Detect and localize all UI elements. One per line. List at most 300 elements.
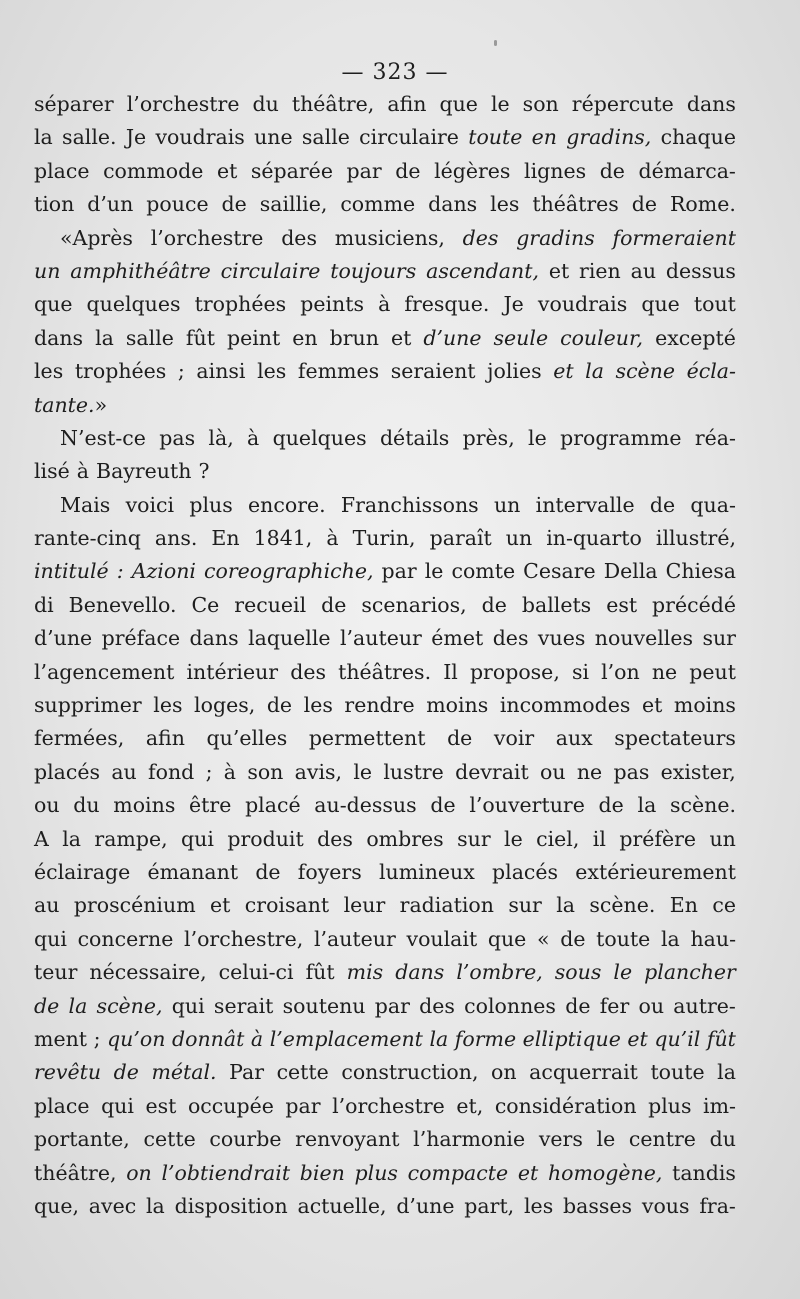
word: la (717, 1060, 736, 1085)
word: rampe, (94, 826, 168, 851)
page-number: — 323 — (341, 60, 449, 85)
word: brun (329, 325, 379, 350)
word: recueil (234, 592, 307, 617)
word: encore. (248, 492, 326, 517)
word: tandis (672, 1160, 736, 1185)
word: salle (125, 325, 174, 350)
text-line (34, 589, 736, 622)
word: au-dessus (314, 793, 417, 818)
word: ainsi (196, 359, 246, 384)
word: à (76, 459, 89, 484)
word: que (641, 292, 680, 317)
italic-word: la (68, 993, 88, 1018)
word: considération (494, 1093, 637, 1118)
word: paraît (429, 526, 492, 551)
word: dessus (665, 258, 736, 283)
word: l’harmonie (413, 1127, 526, 1152)
word: éclairage (34, 859, 131, 884)
word: un (493, 492, 521, 517)
word: ballets (521, 592, 592, 617)
text-line (34, 889, 736, 922)
text-line (34, 88, 736, 121)
word: que, (34, 1193, 79, 1218)
word: ou (540, 759, 566, 784)
word: que (487, 926, 527, 951)
italic-word: ascendant, (426, 258, 539, 283)
italic-word: dans (395, 960, 445, 985)
word: répercute (571, 92, 674, 116)
word: exister, (660, 759, 736, 784)
word: placés (492, 859, 559, 884)
word: ; (205, 759, 213, 784)
word: incommodes (499, 693, 631, 718)
word: croisant (244, 893, 330, 918)
word: de (430, 793, 456, 818)
word: l’auteur (313, 926, 396, 951)
italic-word: formeraient (612, 225, 736, 250)
word: Bayreuth (96, 459, 192, 484)
word: l’orchestre (332, 1093, 445, 1118)
word: En (669, 893, 698, 918)
word: un (709, 826, 736, 851)
word: l’on (601, 659, 640, 684)
word: des (281, 225, 317, 250)
word: ; (177, 359, 185, 384)
word: excepté (655, 325, 736, 350)
word: actuelle, (297, 1193, 387, 1218)
word: soutenu (282, 993, 366, 1018)
word: ou (34, 793, 60, 818)
word: En (211, 526, 240, 551)
italic-word: la (585, 359, 604, 384)
italic-word: forme (454, 1026, 517, 1051)
text-line (34, 489, 736, 522)
word: émanant (147, 859, 239, 884)
word: produit (227, 826, 304, 851)
word: l’orchestre, (184, 926, 304, 951)
word: le (424, 559, 444, 584)
word: trophées (74, 359, 167, 384)
word: en (292, 325, 318, 350)
word: di (34, 592, 54, 617)
word: la (62, 826, 81, 851)
word: du (73, 793, 100, 818)
word: au (630, 258, 657, 283)
word: l’orchestre (150, 225, 264, 250)
word: jolies (487, 359, 542, 384)
italic-word: amphithéâtre (70, 258, 211, 283)
word: construction, (341, 1060, 479, 1085)
word: son (247, 759, 284, 784)
italic-word: scène (615, 359, 676, 384)
word: et (641, 693, 663, 718)
word: quelques (272, 425, 367, 450)
word: femmes (297, 359, 380, 384)
word: du (252, 92, 279, 116)
word: serait (213, 993, 274, 1018)
word: par (374, 993, 410, 1018)
text-line (34, 155, 736, 188)
word: détails (379, 425, 450, 450)
text-line (34, 756, 736, 789)
italic-word: le (613, 960, 633, 985)
italic-word: scène, (96, 993, 163, 1018)
word: nécessaire, (89, 960, 207, 985)
word: propose, (469, 659, 560, 684)
word: ce (712, 893, 736, 918)
italic-word: sous (554, 960, 602, 985)
word: qu’elles (206, 726, 288, 751)
word: voudrais (537, 292, 628, 317)
word: le (490, 92, 510, 116)
word: précédé (652, 592, 736, 617)
word: Chiesa (665, 559, 736, 584)
word: colonnes (464, 993, 556, 1018)
word: 1841, (253, 526, 313, 551)
text-line (34, 322, 736, 355)
text-line (34, 1023, 736, 1056)
word: préfère (619, 826, 697, 851)
word: courbe (209, 1127, 282, 1152)
word: si (571, 659, 590, 684)
italic-word: : (116, 559, 124, 584)
word: renvoyant (295, 1127, 400, 1152)
word: Par (229, 1060, 265, 1085)
word: scène. (589, 893, 656, 918)
word: pouce (146, 192, 209, 217)
italic-word: mis (346, 960, 384, 985)
text-line (34, 1090, 736, 1123)
italic-word: toujours (330, 258, 417, 283)
word: un (505, 526, 533, 551)
text-line (34, 288, 736, 321)
word: fond (148, 759, 195, 784)
word: foyers (297, 859, 362, 884)
text-line (34, 923, 736, 956)
word: l’agencement (34, 659, 175, 684)
word: laquelle (248, 626, 331, 651)
word: Cesare (523, 559, 596, 584)
word: la (95, 325, 114, 350)
word: peints (300, 292, 364, 317)
word: musiciens, (334, 225, 445, 250)
italic-word: couleur, (560, 325, 644, 350)
word: Je (503, 292, 524, 317)
word: le (504, 826, 523, 851)
word: peint (226, 325, 281, 350)
word: les (34, 359, 64, 384)
text-line (34, 389, 736, 422)
word: dans (34, 325, 84, 350)
word: qui (101, 1093, 134, 1118)
word: qui (181, 826, 214, 851)
word: la (34, 125, 53, 150)
word: le (528, 425, 547, 450)
italic-word: la (429, 1026, 449, 1051)
word: la (637, 793, 657, 818)
word: fermées, (34, 726, 125, 751)
word: théâtre, (291, 92, 375, 116)
word: par (285, 1093, 321, 1118)
word: il (592, 826, 606, 851)
word: centre (628, 1127, 696, 1152)
word: au (34, 893, 60, 918)
italic-word: et (517, 1160, 539, 1185)
text-line (34, 555, 736, 588)
word: dans (189, 626, 239, 651)
italic-word: métal. (151, 1060, 217, 1085)
word: légères (434, 158, 511, 183)
word: comte (451, 559, 516, 584)
word: proscénium (73, 893, 196, 918)
word: qui (171, 993, 205, 1018)
word: préface (101, 626, 181, 651)
book-page (34, 58, 736, 1223)
word: » (94, 392, 108, 417)
word: et (210, 893, 231, 918)
word: de (649, 492, 676, 517)
word: hau- (690, 926, 736, 951)
word: ciel, (536, 826, 580, 851)
word: les (303, 693, 333, 718)
italic-word: compacte (407, 1160, 509, 1185)
word: de (631, 192, 658, 217)
word: à (378, 292, 391, 317)
word: ombres (366, 826, 444, 851)
word: ne (651, 659, 678, 684)
word: d’un (87, 192, 134, 217)
word: de (447, 726, 473, 751)
italic-word: Azioni (131, 559, 196, 584)
italic-word: donnât (172, 1026, 245, 1051)
word: ment (34, 1026, 88, 1051)
word: Rome. (669, 192, 736, 217)
text-line (34, 355, 736, 388)
word: sur (702, 626, 736, 651)
word: scène. (670, 793, 736, 818)
word: tout (693, 292, 736, 317)
word: cette (143, 1127, 196, 1152)
text-line (34, 255, 736, 288)
word: nouvelles (594, 626, 694, 651)
print-speck (494, 40, 497, 46)
word: part, (464, 1193, 515, 1218)
text-line (34, 121, 736, 154)
word: basses (563, 1193, 633, 1218)
word: in-quarto (546, 526, 642, 551)
word: réa- (694, 425, 736, 450)
italic-word: intitulé (34, 559, 109, 584)
word: pas (159, 425, 196, 450)
word: de (598, 793, 624, 818)
italic-word: tante. (34, 392, 95, 417)
word: radiation (399, 893, 494, 918)
italic-word: et (627, 1026, 648, 1051)
word: fût (305, 960, 335, 985)
word: intervalle (535, 492, 635, 517)
word: moins (426, 693, 489, 718)
word: séparer (34, 92, 114, 116)
word: des (317, 826, 353, 851)
page-text (34, 88, 736, 1223)
word: dans (686, 92, 736, 116)
word: les (490, 192, 520, 217)
word: de (565, 993, 591, 1018)
word: l’ouverture (469, 793, 585, 818)
word: devrait (455, 759, 529, 784)
word: est (606, 592, 638, 617)
word: rendre (344, 693, 415, 718)
word: démarca- (638, 158, 736, 183)
word: que (439, 92, 478, 116)
text-line (34, 455, 736, 488)
text-line (34, 222, 736, 255)
word: spectateurs (614, 726, 736, 751)
word: pas (613, 759, 650, 784)
word: concerne (77, 926, 174, 951)
italic-word: on (126, 1160, 152, 1185)
word: occupée (187, 1093, 274, 1118)
word: plus (189, 492, 233, 517)
word: est (145, 1093, 177, 1118)
word: ans. (154, 526, 198, 551)
italic-word: de (113, 1060, 139, 1085)
word: de (481, 592, 507, 617)
word: im- (703, 1093, 736, 1118)
word: par (381, 559, 417, 584)
word: moins (673, 693, 736, 718)
text-line (34, 656, 736, 689)
word: trophées (194, 292, 287, 317)
text-line (34, 689, 736, 722)
word: voudrais (155, 125, 245, 150)
word: lumineux (378, 859, 475, 884)
word: vues (537, 626, 586, 651)
word: place (34, 158, 90, 183)
word: et, (456, 1093, 484, 1118)
italic-word: gradins (516, 225, 595, 250)
word: toute (650, 1060, 705, 1085)
text-line (34, 422, 736, 455)
word: A (34, 826, 49, 851)
text-line (34, 1157, 736, 1190)
word: N’est-ce (60, 425, 146, 450)
word: scenarios, (361, 592, 467, 617)
italic-word: de (34, 993, 60, 1018)
italic-word: fût (706, 1026, 736, 1051)
word: à (223, 759, 237, 784)
word: afin (387, 92, 427, 116)
word: fût (185, 325, 215, 350)
word: placés (34, 759, 101, 784)
word: aux (555, 726, 593, 751)
word: programme (560, 425, 682, 450)
word: les (153, 693, 183, 718)
word: rante-cinq (34, 526, 141, 551)
word: là, (208, 425, 234, 450)
word: de (560, 926, 586, 951)
word: toute (596, 926, 651, 951)
word: ; (93, 1026, 101, 1051)
word: le (353, 759, 373, 784)
word: dans (428, 192, 478, 217)
word: ? (198, 459, 210, 484)
word: salle (301, 125, 350, 150)
word: fresque. (404, 292, 490, 317)
word: tion (34, 192, 75, 217)
text-line (34, 722, 736, 755)
word: d’une (396, 1193, 455, 1218)
word: des (492, 626, 529, 651)
word: au (111, 759, 137, 784)
word: par (346, 158, 382, 183)
word: seraient (390, 359, 476, 384)
word: place (34, 1093, 90, 1118)
italic-word: d’une (423, 325, 482, 350)
word: des (419, 993, 455, 1018)
word: Mais (60, 492, 111, 517)
word: être (189, 793, 232, 818)
word: portante, (34, 1127, 130, 1152)
text-line (34, 188, 736, 221)
word: plus (648, 1093, 692, 1118)
word: son (522, 92, 559, 116)
word: Benevello. (68, 592, 177, 617)
word: comme (340, 192, 416, 217)
word: la (660, 926, 680, 951)
word: de (395, 158, 421, 183)
word: «Après (60, 225, 133, 250)
text-line (34, 1056, 736, 1089)
italic-word: gradins, (566, 125, 652, 150)
italic-word: qu’il (654, 1026, 701, 1051)
word: fer (599, 993, 630, 1018)
word: du (709, 1127, 736, 1152)
italic-word: à (250, 1026, 264, 1051)
word: sur (508, 893, 542, 918)
text-line (34, 522, 736, 555)
word: une (254, 125, 293, 150)
word: permettent (308, 726, 426, 751)
word: et (216, 158, 238, 183)
italic-word: revêtu (34, 1060, 102, 1085)
word: à (247, 425, 260, 450)
italic-word: l’ombre, (456, 960, 543, 985)
text-line (34, 823, 736, 856)
italic-word: coreographiche, (204, 559, 374, 584)
word: fra- (699, 1193, 736, 1218)
word: supprimer (34, 693, 142, 718)
word: teur (34, 960, 78, 985)
word: les (257, 359, 287, 384)
word: Il (443, 659, 458, 684)
italic-word: un (34, 258, 61, 283)
italic-word: plus (354, 1160, 398, 1185)
word: vers (538, 1127, 583, 1152)
word: extérieurement (575, 859, 736, 884)
word: intérieur (186, 659, 279, 684)
word: on (491, 1060, 517, 1085)
word: et (548, 258, 570, 283)
word: l’auteur (339, 626, 422, 651)
word: voici (125, 492, 175, 517)
word: qua- (690, 492, 736, 517)
word: autre- (673, 993, 736, 1018)
word: de (599, 158, 625, 183)
italic-word: elliptique (522, 1026, 621, 1051)
word: lustre (383, 759, 444, 784)
text-line (34, 1190, 736, 1223)
